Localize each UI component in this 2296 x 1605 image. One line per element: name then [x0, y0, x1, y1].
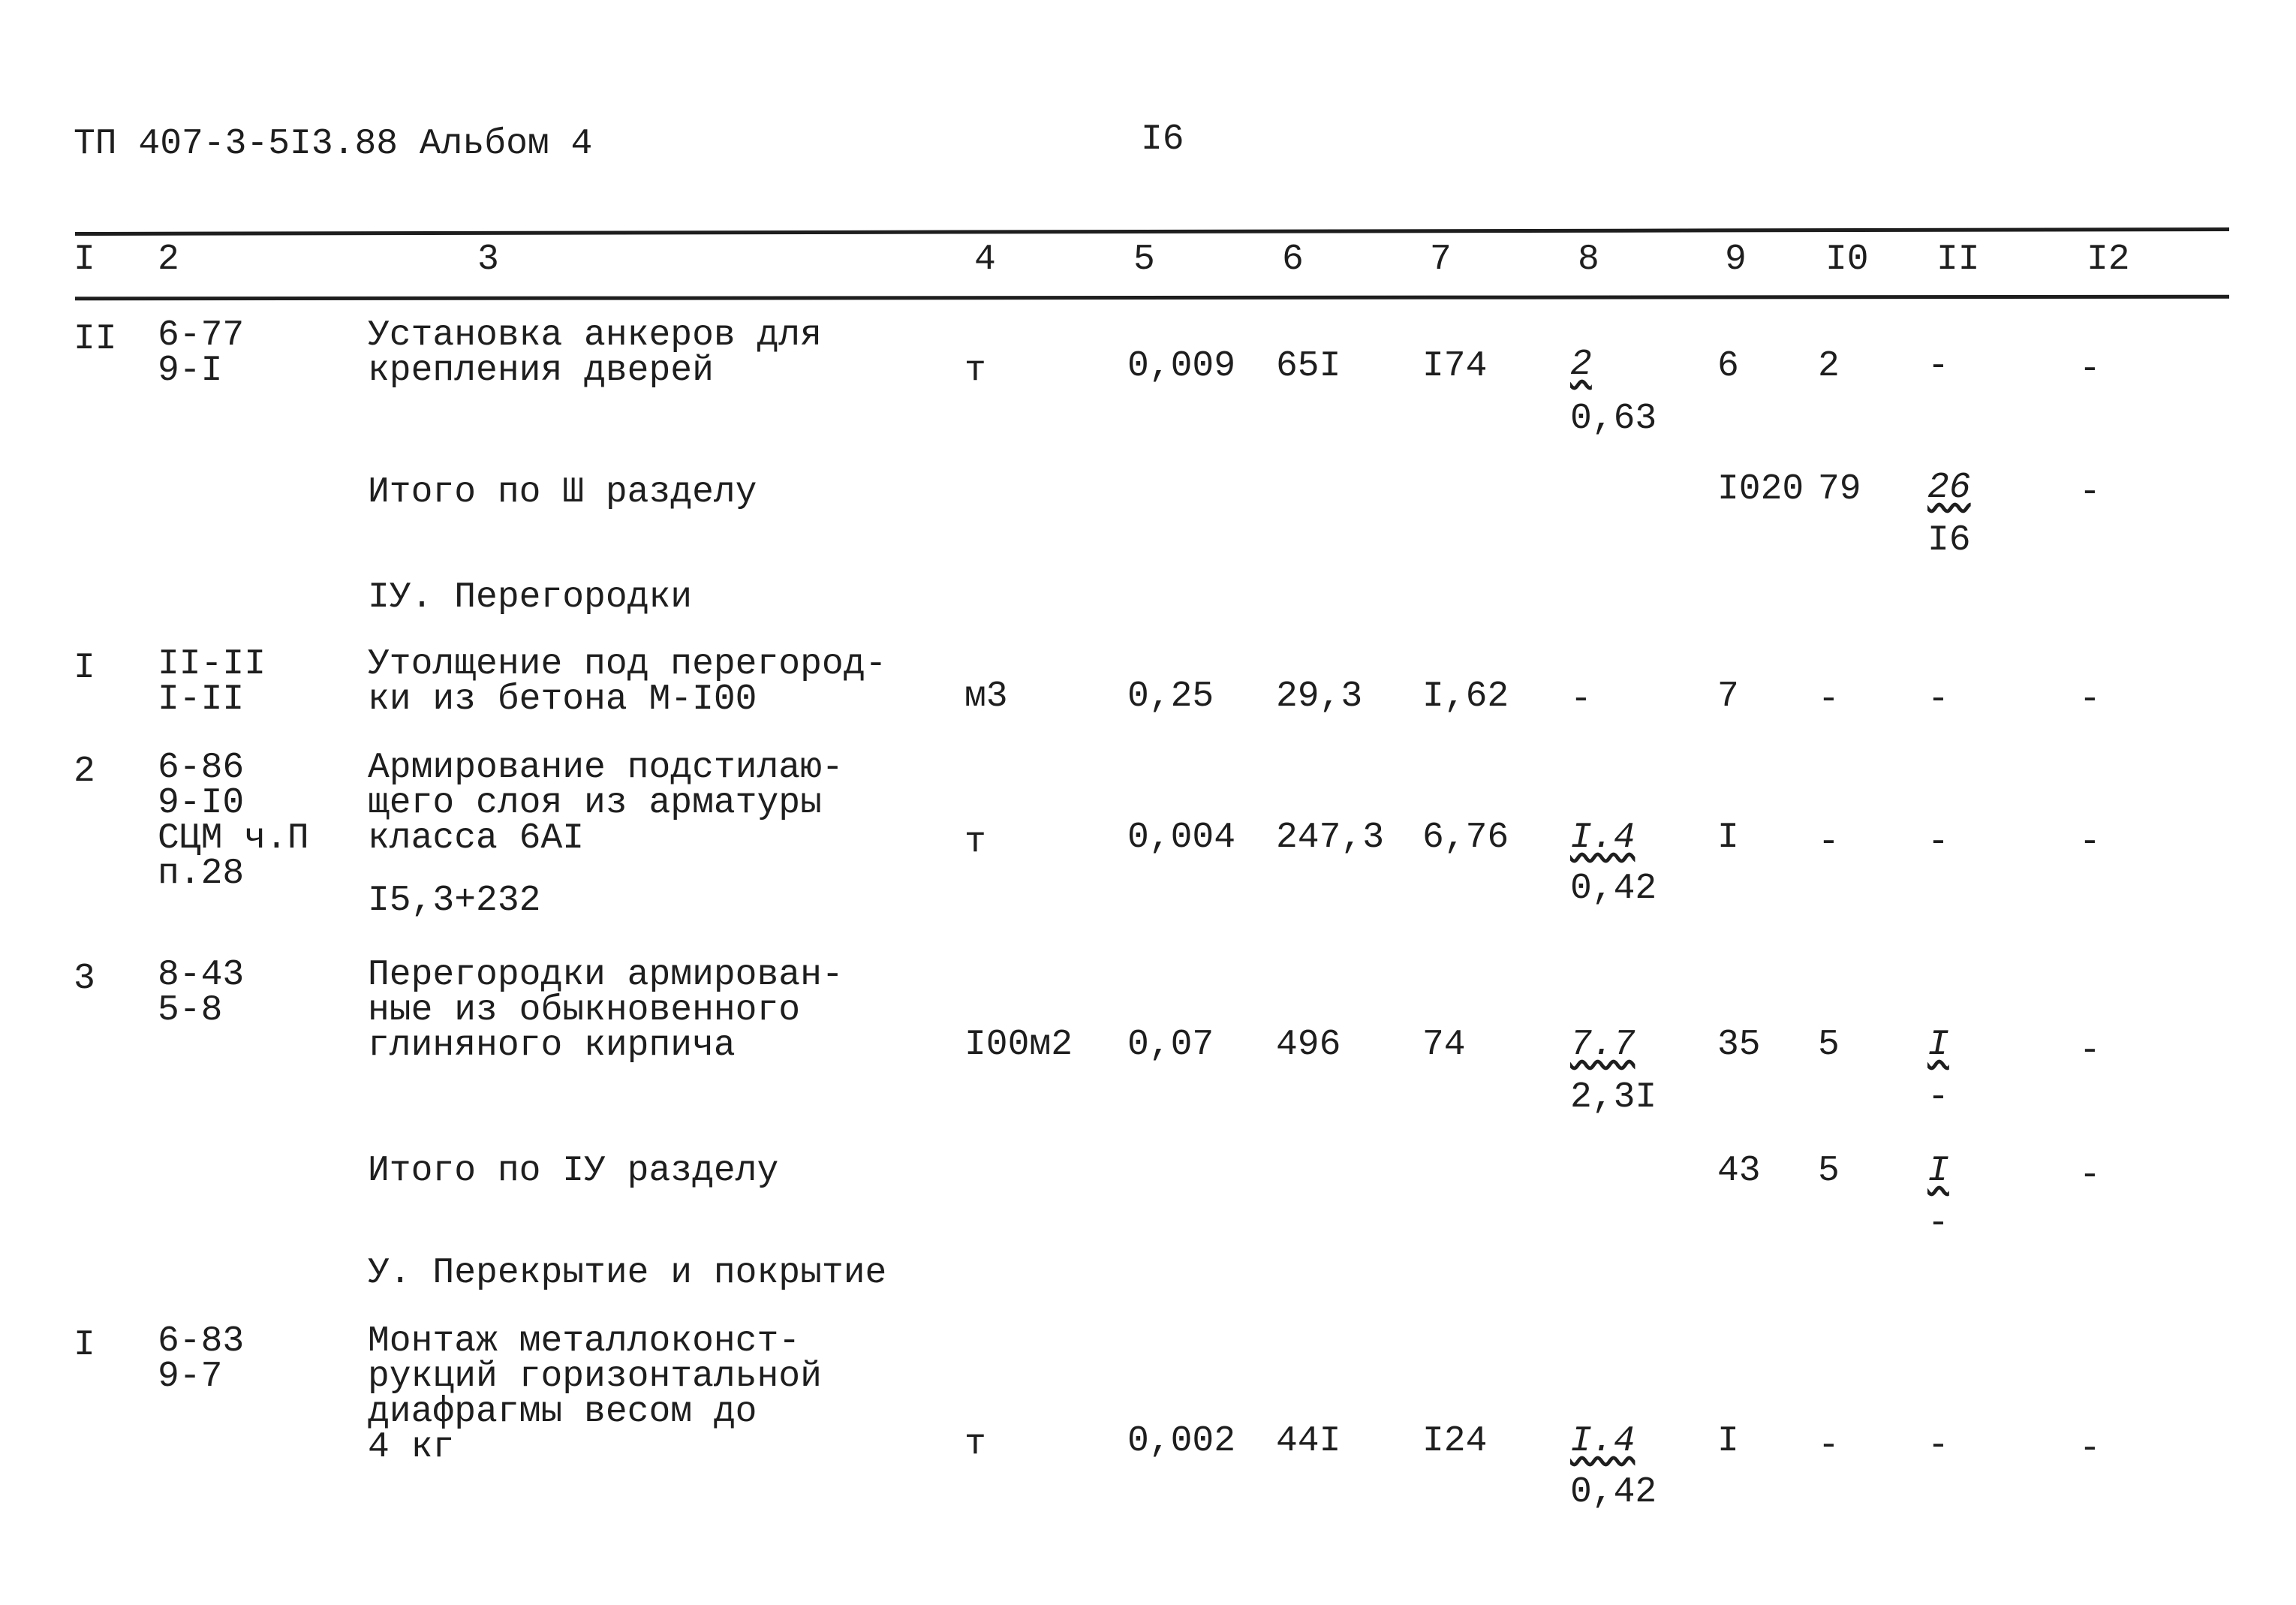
- cell-col12: -: [2079, 349, 2101, 390]
- description-line: диафрагмы весом до: [368, 1392, 757, 1432]
- unit: т: [964, 351, 986, 391]
- description-line: 4 кг: [368, 1427, 455, 1468]
- table-top-rule: [75, 227, 2229, 236]
- cell-col6: 65I: [1276, 346, 1341, 387]
- fraction-numerator: 2: [1570, 345, 1592, 385]
- cell-col9: I020: [1717, 469, 1804, 510]
- cell-col9: 43: [1717, 1151, 1761, 1191]
- cell-col9: 7: [1717, 676, 1739, 717]
- page-number: I6: [1141, 119, 1184, 160]
- description-line: Установка анкеров для: [368, 315, 822, 356]
- cell-col12: -: [2079, 1031, 2101, 1071]
- fraction-denominator: 0,42: [1570, 869, 1657, 909]
- cell-col9: 35: [1717, 1025, 1761, 1065]
- column-header: 3: [477, 239, 499, 280]
- norm-code-line: II-II: [158, 644, 266, 685]
- quantity: 0,009: [1127, 346, 1236, 387]
- norm-code: [158, 1321, 245, 1397]
- cell-col12: -: [2079, 679, 2101, 720]
- cell-col10: -: [1818, 822, 1840, 863]
- work-description: [368, 315, 822, 391]
- column-header: I: [74, 239, 95, 280]
- fraction-numerator: 7.7: [1570, 1025, 1635, 1065]
- section-heading: У. Перекрытие и покрытие: [368, 1253, 887, 1293]
- cell-col7: 74: [1422, 1025, 1466, 1065]
- fraction-denominator: -: [1927, 1077, 1949, 1118]
- description-line: щего слоя из арматуры: [368, 783, 822, 824]
- cell-col6: 29,3: [1276, 676, 1363, 717]
- unit: т: [964, 822, 986, 863]
- work-description: [368, 955, 844, 1066]
- norm-code-line: СЦМ ч.П: [158, 818, 309, 859]
- column-header: I2: [2087, 239, 2130, 280]
- column-header: 2: [158, 239, 179, 280]
- row-number: I: [74, 1325, 95, 1366]
- description-note: I5,3+232: [368, 881, 541, 921]
- norm-code-line: 9-I: [158, 351, 223, 391]
- norm-code: [158, 644, 266, 720]
- subtotal-label: Итого по IУ разделу: [368, 1151, 779, 1191]
- cell-col11: -: [1927, 822, 1949, 863]
- column-header: 7: [1430, 239, 1452, 280]
- cell-col7: I24: [1422, 1421, 1488, 1462]
- description-line: Утолщение под перегород-: [368, 644, 887, 685]
- column-header: 4: [974, 239, 996, 280]
- description-line: крепления дверей: [368, 351, 714, 391]
- quantity: 0,004: [1127, 818, 1236, 858]
- norm-code: [158, 748, 309, 894]
- norm-code-line: 5-8: [158, 990, 223, 1031]
- fraction-numerator: I: [1927, 1151, 1949, 1191]
- description-line: Армирование подстилаю-: [368, 748, 844, 788]
- description-line: Перегородки армирован-: [368, 955, 844, 995]
- norm-code-line: 6-86: [158, 748, 245, 788]
- row-number: 2: [74, 751, 95, 792]
- cell-col12: -: [2079, 1429, 2101, 1469]
- quantity: 0,07: [1127, 1025, 1214, 1065]
- column-header: II: [1936, 239, 1980, 280]
- section-heading: IУ. Перегородки: [368, 577, 693, 618]
- norm-code-line: 6-77: [158, 315, 245, 356]
- fraction-numerator: 26: [1927, 468, 1971, 508]
- column-header: 9: [1725, 239, 1747, 280]
- cell-col12: -: [2079, 472, 2101, 513]
- fraction-denominator: 0,63: [1570, 399, 1657, 439]
- fraction-denominator: 0,42: [1570, 1472, 1657, 1513]
- fraction-denominator: 2,3I: [1570, 1077, 1657, 1118]
- cell-col12: -: [2079, 822, 2101, 863]
- quantity: 0,002: [1127, 1421, 1236, 1462]
- row-number: II: [74, 319, 117, 360]
- cell-col10: -: [1818, 1426, 1840, 1466]
- cell-col10: 2: [1818, 346, 1840, 387]
- document-reference: ТП 407-3-5I3.88 Альбом 4: [74, 124, 593, 164]
- cell-col12: -: [2079, 1155, 2101, 1196]
- cell-col7: I,62: [1422, 676, 1509, 717]
- row-number: 3: [74, 959, 95, 999]
- cell-col6: 247,3: [1276, 818, 1385, 858]
- work-description: [368, 644, 887, 720]
- cell-col6: 496: [1276, 1025, 1341, 1065]
- norm-code-line: п.28: [158, 854, 245, 894]
- cell-col11: -: [1927, 346, 1949, 387]
- description-line: ки из бетона М-I00: [368, 679, 757, 720]
- column-header: 5: [1133, 239, 1155, 280]
- description-line: рукций горизонтальной: [368, 1357, 822, 1397]
- cell-col7: I74: [1422, 346, 1488, 387]
- subtotal-label: Итого по Ш разделу: [368, 472, 757, 513]
- description-line: глиняного кирпича: [368, 1025, 736, 1066]
- cell-col8: -: [1570, 679, 1592, 720]
- norm-code-line: 9-I0: [158, 783, 245, 824]
- fraction-denominator: -: [1927, 1203, 1949, 1244]
- table-header-rule: [75, 295, 2229, 301]
- unit: I00м2: [964, 1025, 1073, 1065]
- cell-col9: 6: [1717, 346, 1739, 387]
- norm-code-line: I-II: [158, 679, 245, 720]
- cell-col9: I: [1717, 818, 1739, 858]
- column-header: 8: [1578, 239, 1599, 280]
- work-description: [368, 1321, 822, 1468]
- description-line: класса 6AI: [368, 818, 585, 859]
- norm-code: [158, 955, 245, 1031]
- fraction-numerator: I.4: [1570, 1421, 1635, 1462]
- cell-col11: -: [1927, 679, 1949, 720]
- norm-code-line: 6-83: [158, 1321, 245, 1362]
- norm-code-line: 8-43: [158, 955, 245, 995]
- column-header: I0: [1825, 239, 1869, 280]
- cell-col7: 6,76: [1422, 818, 1509, 858]
- cell-col6: 44I: [1276, 1421, 1341, 1462]
- column-header: 6: [1282, 239, 1304, 280]
- unit: м3: [964, 676, 1008, 717]
- cell-col10: -: [1818, 679, 1840, 720]
- cell-col10: 79: [1818, 469, 1861, 510]
- description-line: Монтаж металлоконст-: [368, 1321, 801, 1362]
- fraction-denominator: I6: [1927, 520, 1971, 561]
- quantity: 0,25: [1127, 676, 1214, 717]
- unit: т: [964, 1424, 986, 1465]
- norm-code-line: 9-7: [158, 1357, 223, 1397]
- cell-col11: -: [1927, 1426, 1949, 1466]
- description-line: ные из обыкновенного: [368, 990, 801, 1031]
- fraction-numerator: I.4: [1570, 818, 1635, 858]
- cell-col10: 5: [1818, 1025, 1840, 1065]
- cell-col10: 5: [1818, 1151, 1840, 1191]
- norm-code: [158, 315, 245, 391]
- cell-col9: I: [1717, 1421, 1739, 1462]
- work-description: [368, 748, 844, 859]
- fraction-numerator: I: [1927, 1025, 1949, 1065]
- row-number: I: [74, 648, 95, 688]
